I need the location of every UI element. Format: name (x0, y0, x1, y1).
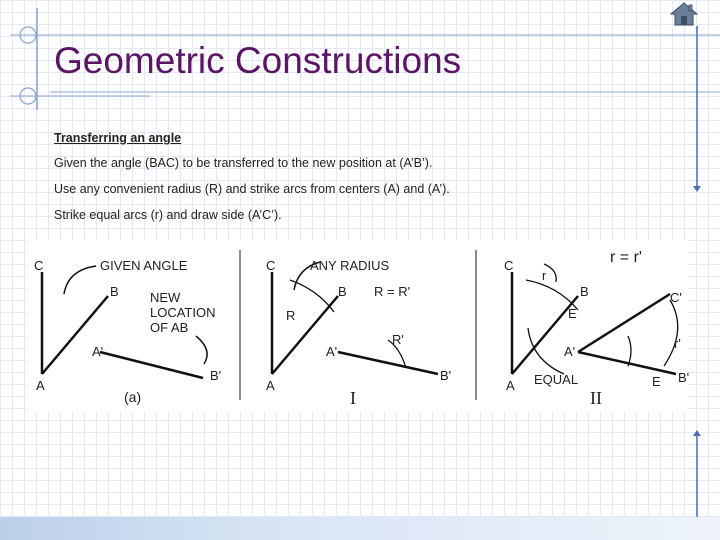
label-c1-2: C' (670, 290, 682, 305)
label-r1-2: r' (674, 336, 681, 351)
label-b1-1: B' (440, 368, 452, 383)
label-c-1: C (266, 258, 276, 273)
label-a1-2: A' (564, 344, 576, 359)
slide-title: Geometric Constructions (54, 40, 462, 81)
label-c-a: C (34, 258, 44, 273)
home-icon[interactable] (670, 1, 698, 27)
label-a-2: A (506, 378, 515, 393)
given-angle-label: GIVEN ANGLE (100, 258, 188, 273)
label-b1-2: B' (678, 370, 690, 385)
instruction-line-1: Given the angle (BAC) to be transferred to the new position at (A’B’). (54, 156, 433, 170)
caption-1: I (350, 388, 356, 408)
label-r-1: R (286, 308, 296, 323)
instruction-line-2: Use any convenient radius (R) and strike arcs from centers (A) and (A’). (54, 182, 450, 196)
section-heading: Transferring an angle (54, 131, 182, 145)
any-radius-label: ANY RADIUS (310, 258, 390, 273)
label-a1-a: A' (92, 344, 104, 359)
new-location-line-3: OF AB (150, 320, 189, 335)
caption-2: II (590, 388, 602, 408)
label-a-a: A (36, 378, 45, 393)
label-r1-1: R' (392, 332, 404, 347)
new-location-line-2: LOCATION (150, 305, 216, 320)
equation-2: r = r' (610, 249, 642, 266)
instruction-line-3: Strike equal arcs (r) and draw side (A’C’). (54, 208, 282, 222)
angle-transfer-figure (28, 240, 688, 412)
new-location-line-1: NEW (150, 290, 181, 305)
label-a1-1: A' (326, 344, 338, 359)
label-e-2: E (568, 306, 577, 321)
label-c-2: C (504, 258, 514, 273)
equal-label: EQUAL (534, 372, 579, 387)
label-b-a: B (110, 284, 119, 299)
label-r-2: r (542, 268, 547, 283)
label-b-2: B (580, 284, 589, 299)
caption-a: (a) (124, 389, 142, 405)
label-a-1: A (266, 378, 275, 393)
footer-bar (0, 517, 720, 540)
label-b-1: B (338, 284, 347, 299)
label-b1-a: B' (210, 368, 222, 383)
equation-1: R = R' (374, 284, 411, 299)
label-e2-2: E (652, 374, 661, 389)
